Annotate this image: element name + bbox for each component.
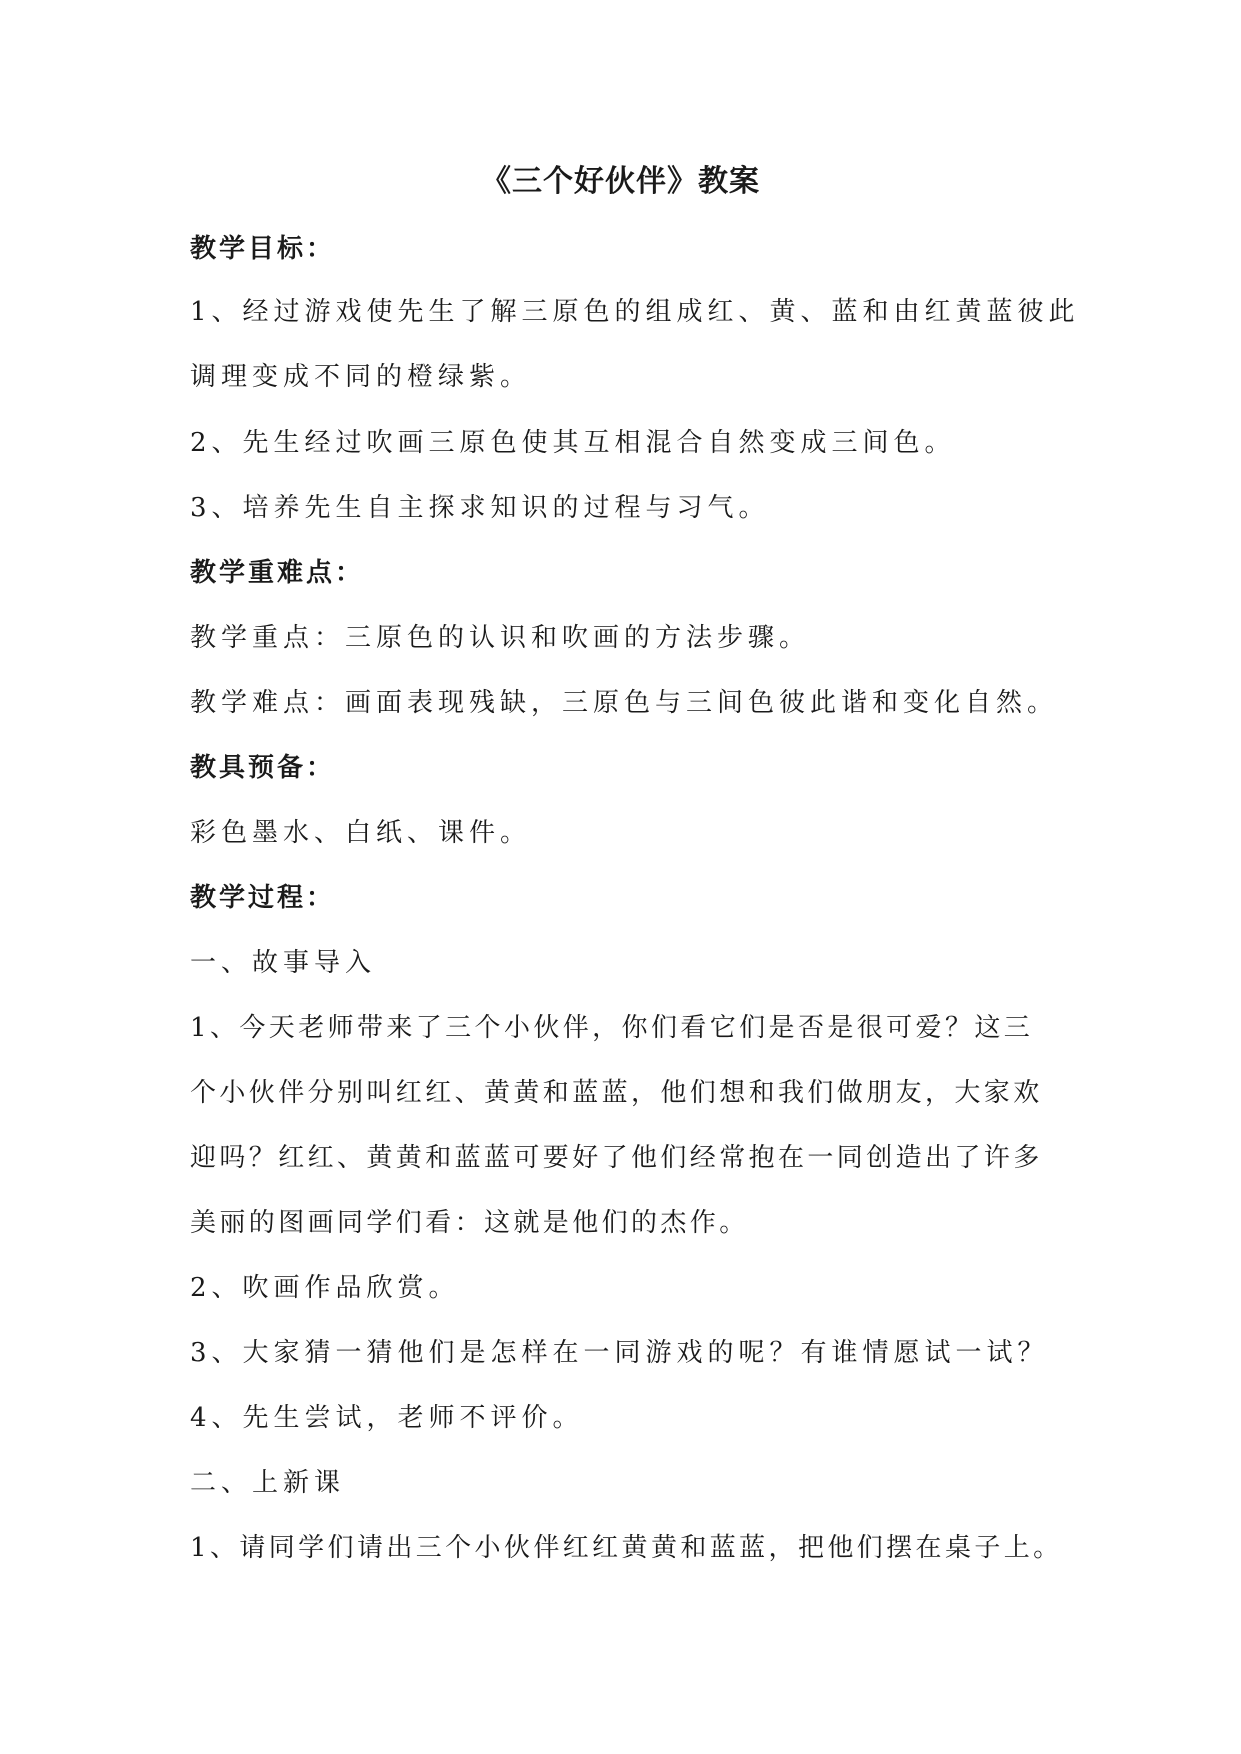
process-paragraph-1-line-3: 迎吗？红红、黄黄和蓝蓝可要好了他们经常抱在一同创造出了许多: [190, 1143, 1043, 1173]
heading-materials: 教具预备：: [190, 753, 336, 783]
process-item-2: 2、吹画作品欣赏。: [190, 1273, 460, 1303]
process-paragraph-1-line-4: 美丽的图画同学们看：这就是他们的杰作。: [190, 1208, 749, 1238]
process-part-2-heading: 二、上新课: [190, 1468, 346, 1498]
process-paragraph-1-line-2: 个小伙伴分别叫红红、黄黄和蓝蓝，他们想和我们做朋友，大家欢: [190, 1078, 1043, 1108]
process-item-4: 4、先生尝试，老师不评价。: [190, 1403, 584, 1433]
process-part-1-heading: 一、故事导入: [190, 948, 377, 978]
process-item-3: 3、大家猜一猜他们是怎样在一同游戏的呢？有谁情愿试一试？: [190, 1338, 1049, 1368]
objective-3: 3、培养先生自主探求知识的过程与习气。: [190, 493, 770, 523]
difficult-point: 教学难点：画面表现残缺，三原色与三间色彼此谐和变化自然。: [190, 688, 1059, 718]
objective-2: 2、先生经过吹画三原色使其互相混合自然变成三间色。: [190, 428, 956, 458]
heading-process: 教学过程：: [190, 883, 336, 913]
heading-key-points: 教学重难点：: [190, 558, 365, 588]
key-point: 教学重点：三原色的认识和吹画的方法步骤。: [190, 623, 811, 653]
heading-objectives: 教学目标：: [190, 234, 336, 264]
materials-list: 彩色墨水、白纸、课件。: [190, 818, 532, 848]
objective-1-line-2: 调理变成不同的橙绿紫。: [190, 362, 532, 392]
objective-1-line-1: 1、经过游戏使先生了解三原色的组成红、黄、蓝和由红黄蓝彼此: [190, 297, 1080, 327]
document-title: 《三个好伙伴》教案: [481, 164, 760, 199]
process-new-lesson-item-1: 1、请同学们请出三个小伙伴红红黄黄和蓝蓝，把他们摆在桌子上。: [190, 1533, 1063, 1563]
process-paragraph-1-line-1: 1、今天老师带来了三个小伙伴，你们看它们是否是很可爱？这三: [190, 1013, 1034, 1043]
